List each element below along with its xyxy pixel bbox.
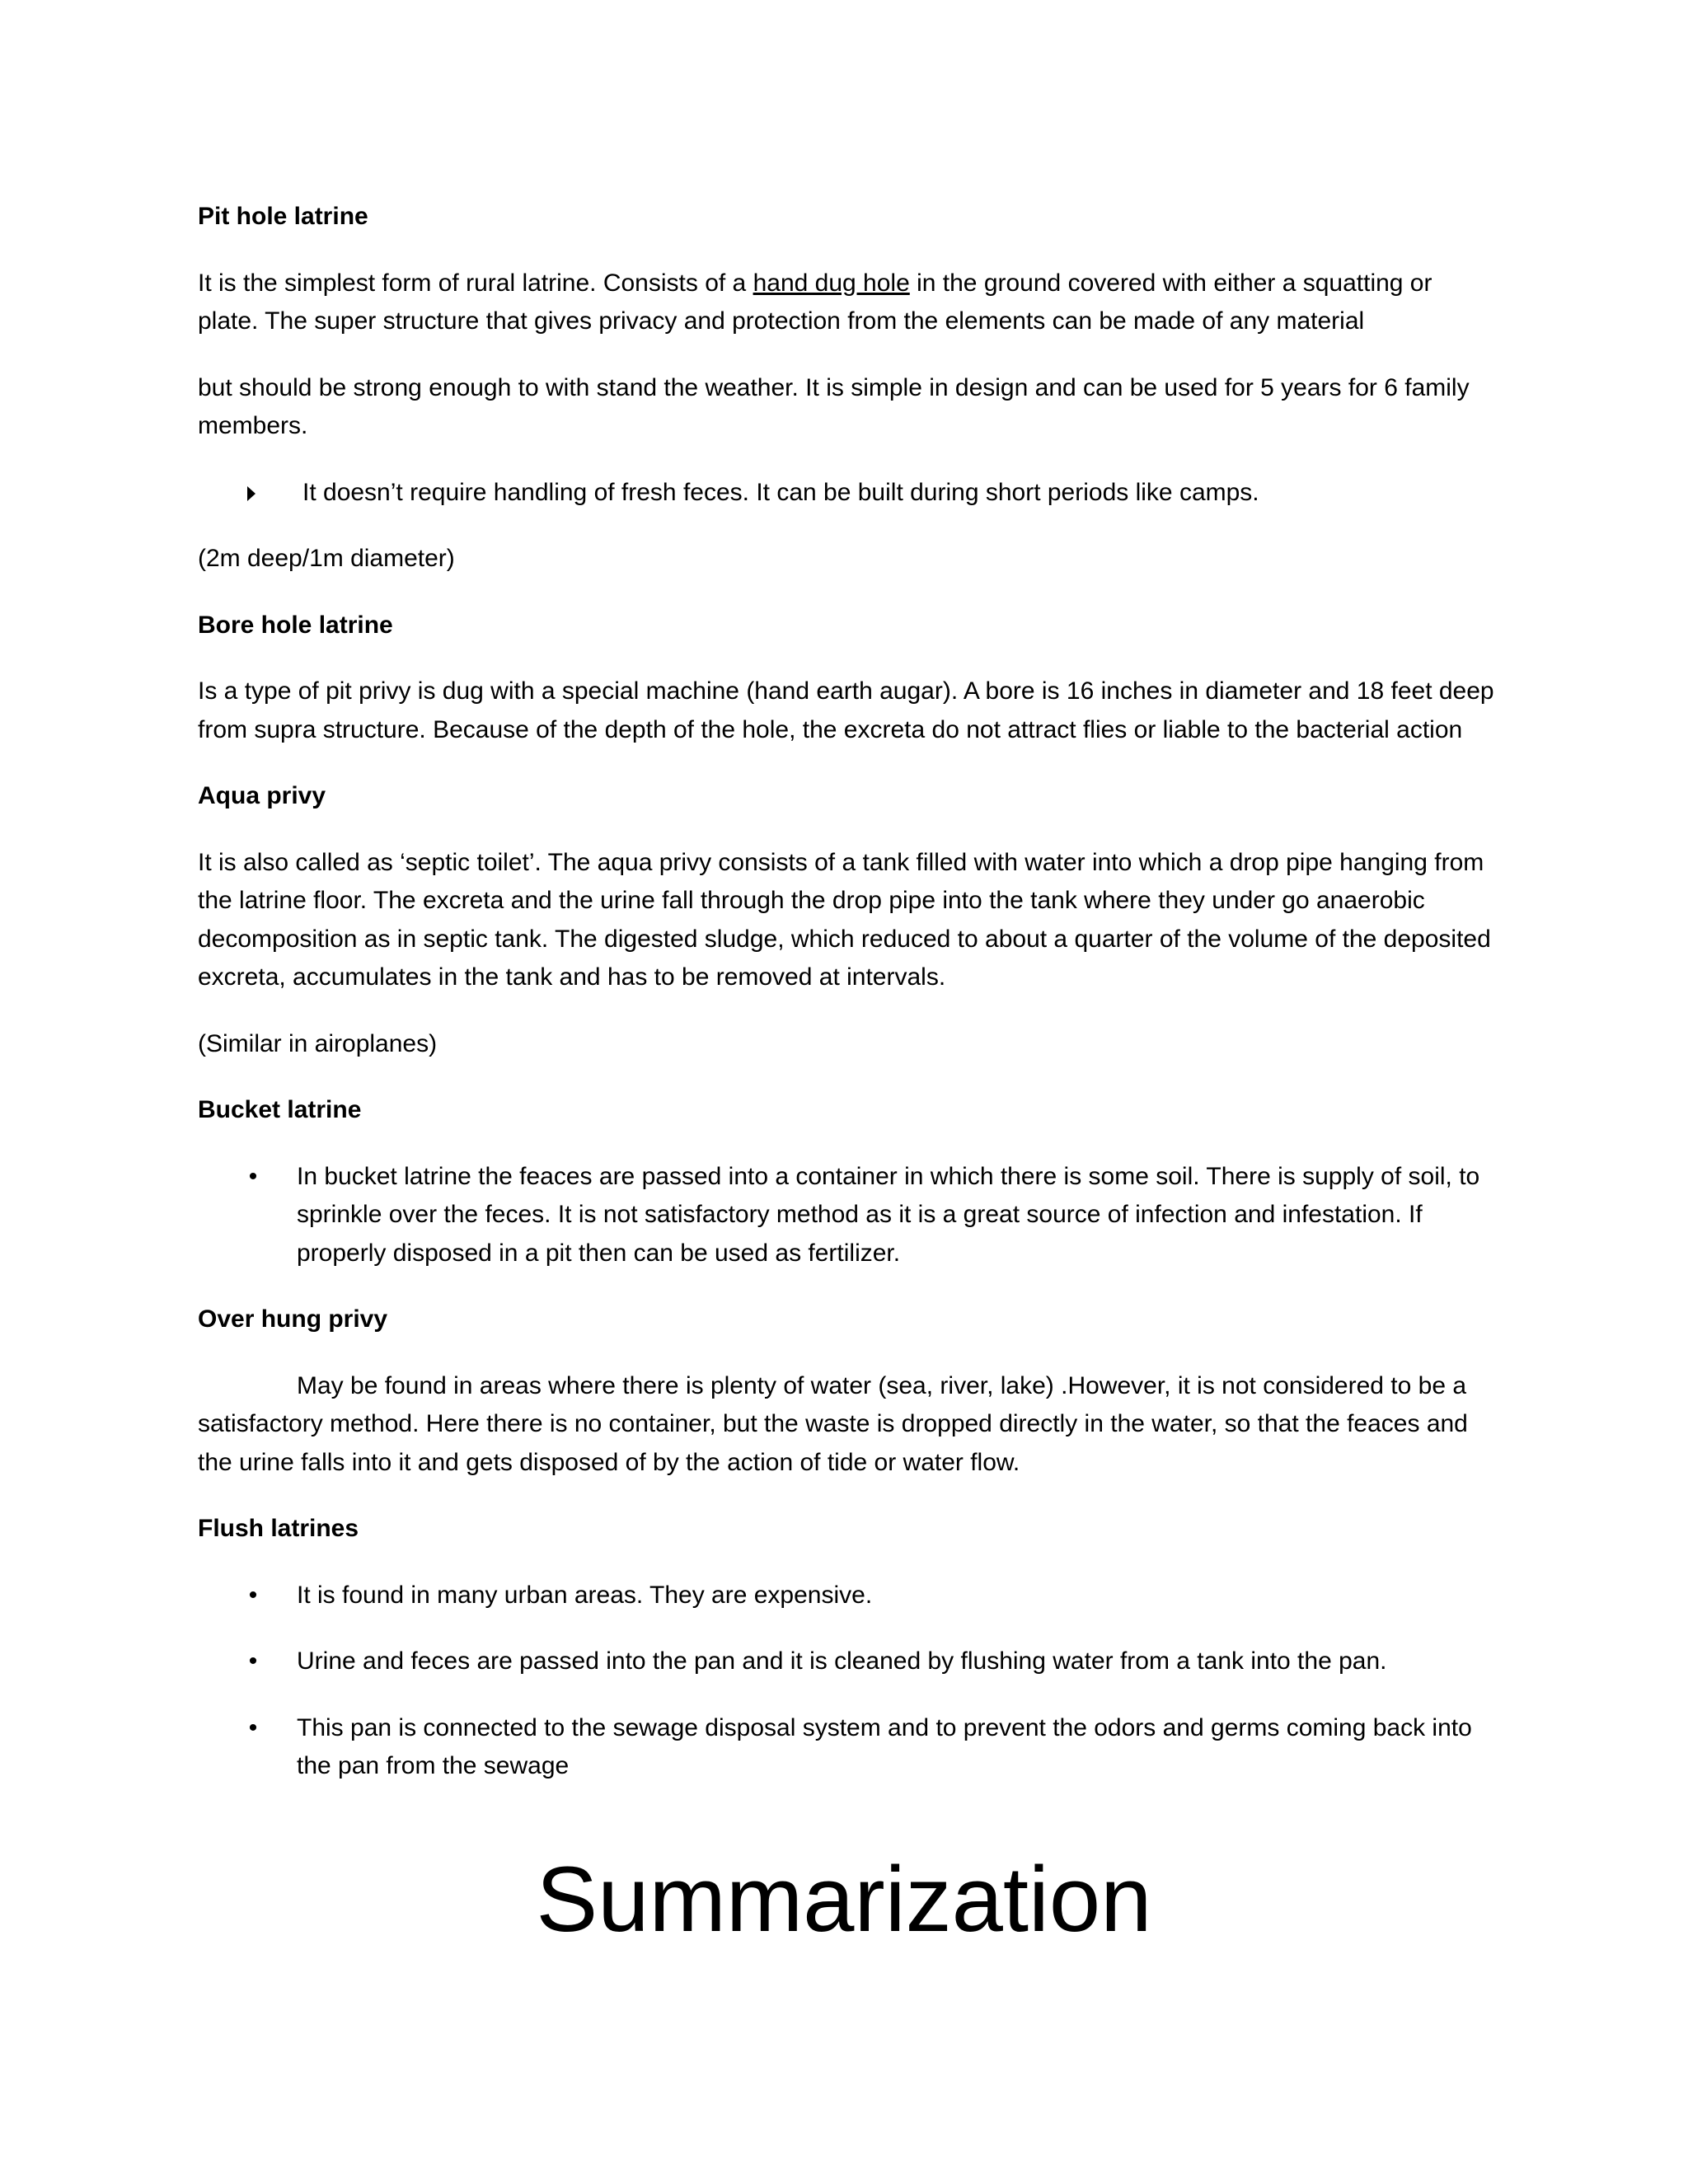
paragraph-text: in the ground covered with either a squatting or plate. The super structure that gives privacy and protection from the elements can be made of any material (198, 269, 1432, 335)
paragraph-pit-hole-continued: but should be strong enough to with stand the weather. It is simple in design and can be used for 5 years for 6 family members. (198, 373, 1470, 439)
list-item-text: It is found in many urban areas. They are expensive. (297, 1581, 873, 1609)
heading-pit-hole-latrine: Pit hole latrine (198, 203, 368, 230)
list-item-text: This pan is connected to the sewage disposal system and to prevent the odors and germs coming back into the pan from the sewage (297, 1713, 1472, 1779)
bullet-dot-icon: • (248, 1647, 258, 1675)
list-item-text: It doesn’t require handling of fresh feces. It can be built during short periods like camps. (302, 478, 1259, 506)
heading-bore-hole-latrine: Bore hole latrine (198, 611, 393, 639)
paragraph-pit-hole-description (198, 265, 1496, 341)
underlined-text: hand dug hole (753, 269, 910, 297)
paragraph-over-hung-privy-description: May be found in areas where there is plenty of water (sea, river, lake) .However, it is not considered to be a satisfactory method. Here there is no container, but the waste is dropped directly in the water, so that the feaces and the urine falls into it and gets disposed of by the action of tide or water flow. (198, 1371, 1468, 1476)
list-item-text: Urine and feces are passed into the pan and it is cleaned by flushing water from a tank into the pan. (297, 1647, 1387, 1675)
bullet-dot-icon: • (248, 1162, 258, 1190)
paragraph-text: It is the simplest form of rural latrine. Consists of a (198, 269, 753, 297)
heading-flush-latrines: Flush latrines (198, 1515, 359, 1542)
bullet-dot-icon: • (248, 1581, 258, 1609)
paragraph-pit-hole-dimensions: (2m deep/1m diameter) (198, 545, 455, 572)
arrow-bullet-icon (247, 486, 256, 501)
pit-hole-bullet-list (198, 474, 1496, 513)
heading-bucket-latrine: Bucket latrine (198, 1096, 362, 1123)
heading-over-hung-privy: Over hung privy (198, 1305, 388, 1333)
heading-aqua-privy: Aqua privy (198, 782, 326, 809)
summarization-title: Summarization (536, 1848, 1152, 1951)
flush-latrines-bullet-list (198, 1577, 1496, 1786)
paragraph-aqua-privy-note: (Similar in airoplanes) (198, 1029, 438, 1057)
list-item-text: In bucket latrine the feaces are passed into a container in which there is some soil. There is supply of soil, to sprinkle over the feces. It is not satisfactory method as it is a great source of infection and infestation. If properly disposed in a pit then can be used as fertilizer. (297, 1162, 1480, 1267)
bullet-dot-icon: • (248, 1713, 258, 1741)
document-body (198, 198, 1496, 1814)
paragraph-bore-hole-description: Is a type of pit privy is dug with a special machine (hand earth augar). A bore is 16 inches in diameter and 18 feet deep from supra structure. Because of the depth of the hole, the excreta do not attract flies or liable to the bacterial action (198, 677, 1494, 743)
list-item (198, 1643, 1496, 1681)
list-item (198, 1158, 1496, 1273)
bucket-latrine-bullet-list (198, 1158, 1496, 1273)
list-item (198, 474, 1496, 513)
list-item (198, 1709, 1496, 1786)
list-item (198, 1577, 1496, 1615)
paragraph-aqua-privy-description: It is also called as ‘septic toilet’. The aqua privy consists of a tank filled with water into which a drop pipe hanging from the latrine floor. The excreta and the urine fall through the drop pipe into the tank where they under go anaerobic decomposition as in septic tank. The digested sludge, which reduced to about a quarter of the volume of the deposited excreta, accumulates in the tank and has to be removed at intervals. (198, 848, 1491, 991)
